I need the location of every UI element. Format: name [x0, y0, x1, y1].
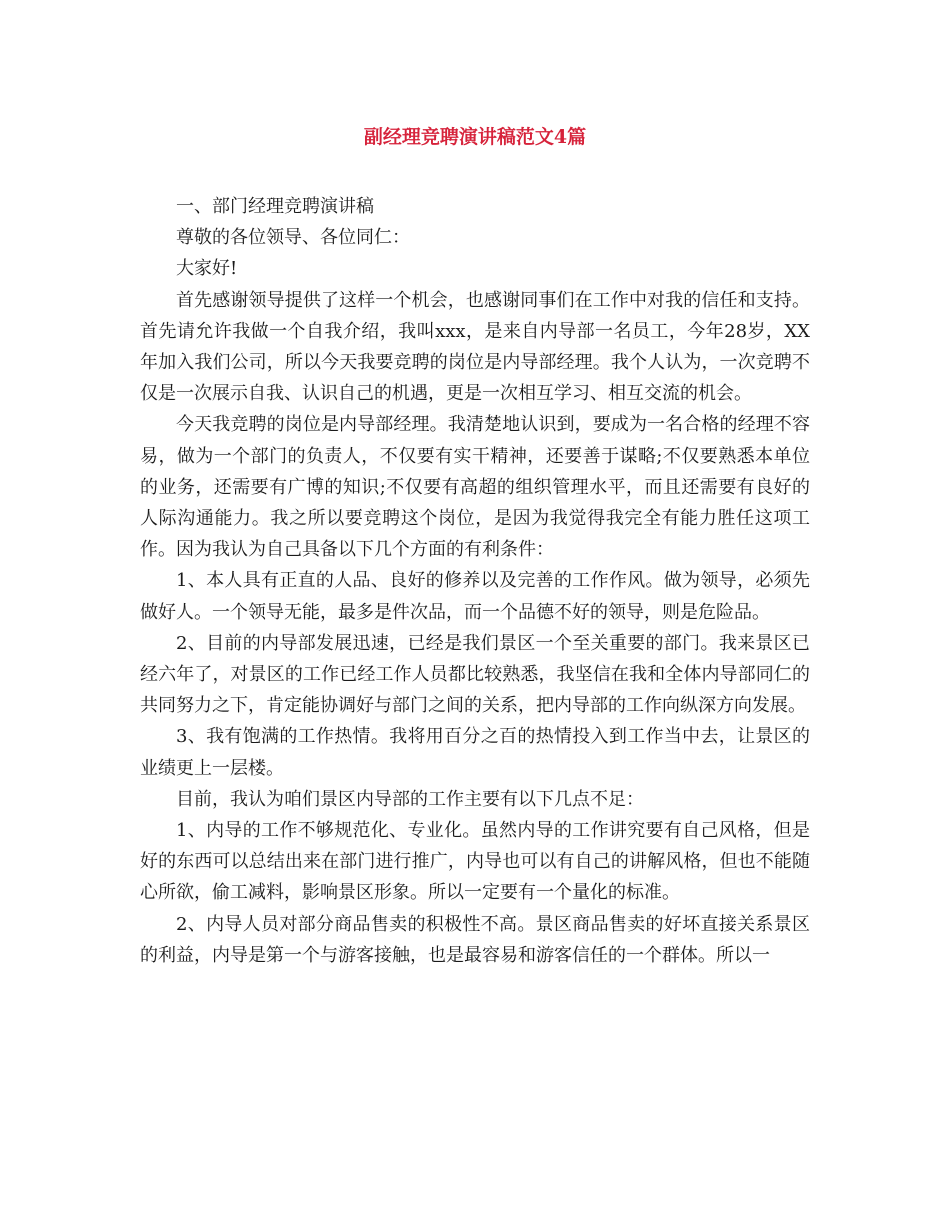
paragraph-list-item: 2、目前的内导部发展迅速，已经是我们景区一个至关重要的部门。我来景区已经六年了，对景区的工作已经工作人员都比较熟悉，我坚信在我和全体内导部同仁的共同努力之下，肯定能协调好与部门之间的关系，把内导部的工作向纵深方向发展。: [140, 632, 810, 717]
paragraph-list-item: 1、内导的工作不够规范化、专业化。虽然内导的工作讲究要有自己风格，但是好的东西可以总结出来在部门进行推广，内导也可以有自己的讲解风格，但也不能随心所欲，偷工减料，影响景区形象。所以一定要有一个量化的标准。: [140, 820, 810, 904]
paragraph-list-item: 2、内导人员对部分商品售卖的积极性不高。景区商品售卖的好坏直接关系景区的利益，内导是第一个与游客接触，也是最容易和游客信任的一个群体。所以一: [140, 913, 810, 966]
paragraph-list-item: 1、本人具有正直的人品、良好的修养以及完善的工作作风。做为领导，必须先做好人。一个领导无能，最多是件次品，而一个品德不好的领导，则是危险品。: [140, 570, 810, 623]
paragraph-section-heading: 一、部门经理竞聘演讲稿: [176, 196, 374, 217]
paragraph-list-item: 3、我有饱满的工作热情。我将用百分之百的热情投入到工作当中去，让景区的业绩更上一层楼。: [140, 726, 810, 779]
paragraph: 目前，我认为咱们景区内导部的工作主要有以下几点不足：: [176, 788, 644, 810]
document-body: [140, 191, 810, 971]
paragraph: 首先感谢领导提供了这样一个机会，也感谢同事们在工作中对我的信任和支持。首先请允许我做一个自我介绍，我叫xxx，是来自内导部一名员工，今年28岁，XX年加入我们公司，所以今天我要竞聘的岗位是内导部经理。我个人认为，一次竞聘不仅是一次展示自我、认识自己的机遇，更是一次相互学习、相互交流的机会。: [140, 289, 810, 405]
document-title: 副经理竞聘演讲稿范文4篇: [363, 126, 587, 148]
paragraph-salutation: 尊敬的各位领导、各位同仁：: [176, 227, 410, 249]
paragraph-greeting: 大家好!: [176, 258, 238, 280]
paragraph: 今天我竞聘的岗位是内导部经理。我清楚地认识到，要成为一名合格的经理不容易，做为一个部门的负责人，不仅要有实干精神，还要善于谋略;不仅要熟悉本单位的业务，还需要有广博的知识;不仅要有高超的组织管理水平，而且还需要有良好的人际沟通能力。我之所以要竞聘这个岗位，是因为我觉得我完全有能力胜任这项工作。因为我认为自己具备以下几个方面的有利条件：: [140, 414, 810, 561]
